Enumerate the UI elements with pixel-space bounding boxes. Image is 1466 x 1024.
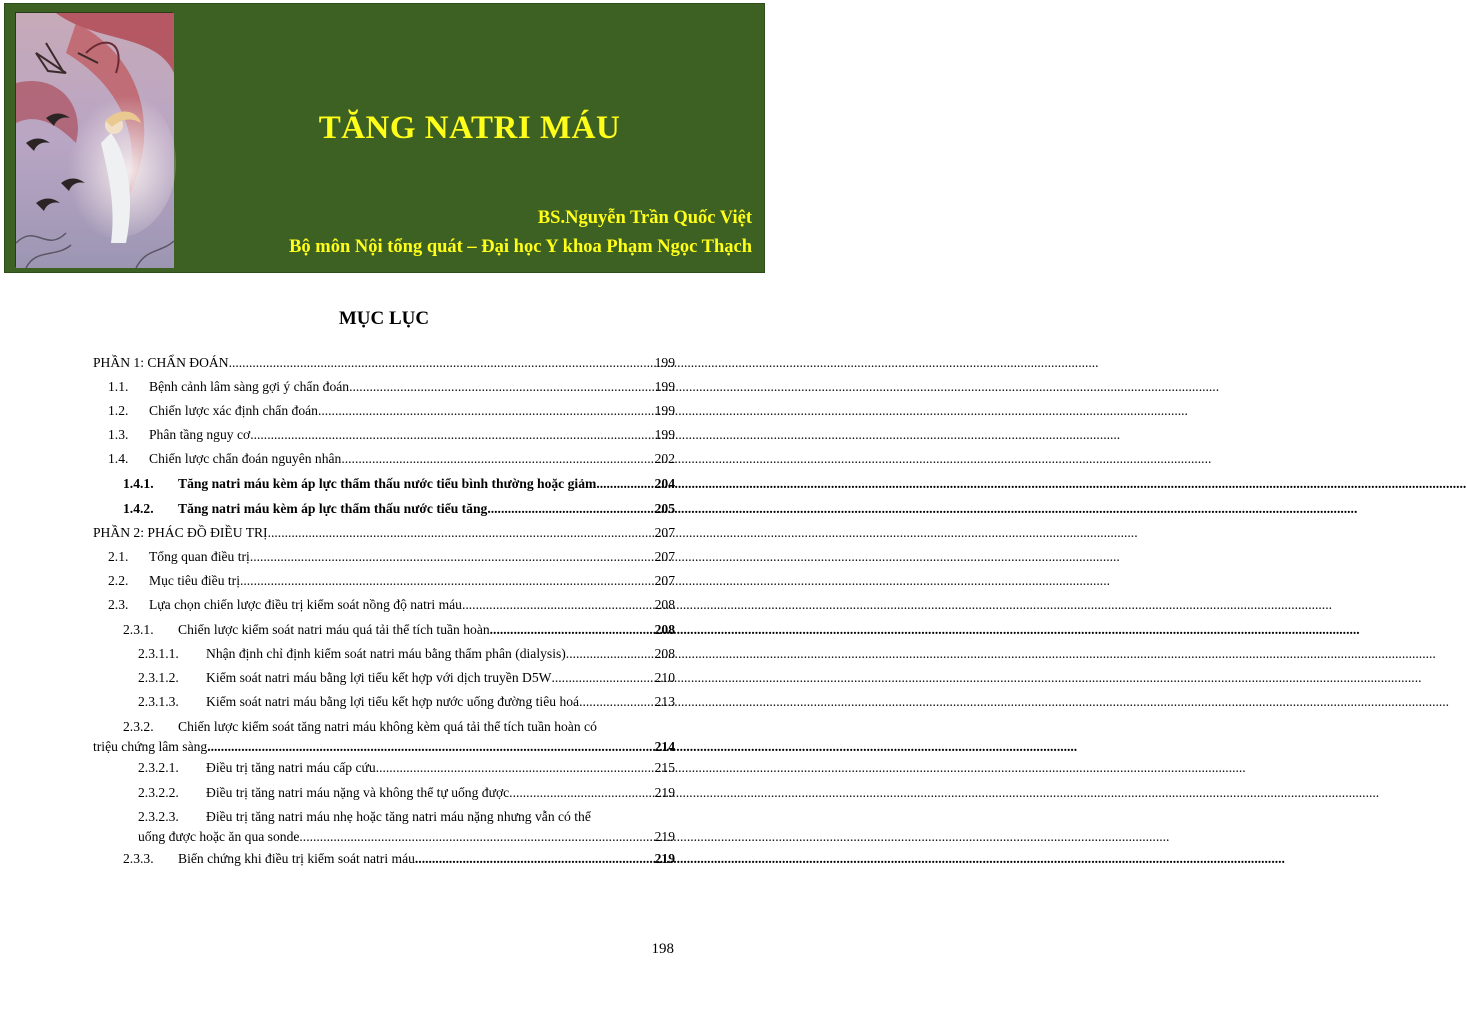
toc-entry-text: PHẦN 1: CHẨN ĐOÁN bbox=[93, 355, 229, 370]
author-name: BS.Nguyễn Trần Quốc Việt bbox=[537, 208, 752, 228]
toc-entry-page: 205 bbox=[654, 501, 675, 516]
toc-entry-page: 199 bbox=[654, 427, 675, 442]
toc-leader bbox=[487, 501, 653, 517]
toc-entry-page: 207 bbox=[654, 549, 675, 564]
toc-entry-page: 208 bbox=[654, 597, 675, 612]
toc-entry-number: 1.2. bbox=[108, 403, 129, 418]
toc-entry-2-3-2-1[interactable] bbox=[93, 760, 675, 780]
toc-leader bbox=[240, 573, 654, 589]
toc-entry-2-3[interactable] bbox=[93, 597, 675, 617]
toc-entry-number: 1.4.1. bbox=[123, 476, 154, 491]
toc-entry-number: 1.3. bbox=[108, 427, 129, 442]
toc-entry-number: 2.3.1. bbox=[123, 622, 154, 637]
toc-entry-text: Chiến lược chẩn đoán nguyên nhân bbox=[149, 451, 342, 466]
toc-entry-page: 207 bbox=[654, 573, 675, 588]
toc-entry-text: Nhận định chỉ định kiểm soát natri máu bằng thẩm phân (dialysis) bbox=[206, 646, 566, 661]
toc-entry-number: 2.3.1.3. bbox=[138, 694, 179, 709]
toc-leader bbox=[299, 829, 653, 845]
toc-entry-2-3-1-1[interactable] bbox=[93, 646, 675, 666]
toc-entry-page: 199 bbox=[654, 403, 675, 418]
toc-entry-text: Chiến lược kiểm soát tăng natri máu không kèm quá tải thể tích tuần hoàn có bbox=[178, 719, 597, 734]
toc-leader bbox=[349, 379, 654, 395]
toc-entry-page: 210 bbox=[654, 670, 675, 685]
toc-entry-page: 213 bbox=[654, 694, 675, 709]
toc-entry-page: 208 bbox=[654, 646, 675, 661]
toc-entry-text: Điều trị tăng natri máu nhẹ hoặc tăng natri máu nặng nhưng vẫn có thể bbox=[206, 809, 591, 824]
toc-entry-page: 219 bbox=[654, 829, 675, 844]
toc-leader bbox=[229, 355, 654, 371]
toc-entry-number: 2.3.1.1. bbox=[138, 646, 179, 661]
toc-entry-number: 2.3.2.1. bbox=[138, 760, 179, 775]
toc-entry-number: 2.2. bbox=[108, 573, 129, 588]
toc-entry-page: 208 bbox=[654, 622, 675, 637]
toc-entry-part-1[interactable] bbox=[93, 355, 675, 375]
toc-heading: MỤC LỤC bbox=[338, 308, 430, 329]
toc-entry-part-2[interactable] bbox=[93, 525, 675, 545]
toc-entry-number: 2.3.2. bbox=[123, 719, 154, 734]
toc-entry-text: Kiểm soát natri máu bằng lợi tiểu kết hợp nước uống đường tiêu hoá bbox=[206, 694, 580, 709]
toc-leader bbox=[462, 597, 654, 613]
toc-entry-text: Điều trị tăng natri máu nặng và không thể tự uống được bbox=[206, 785, 510, 800]
toc-entry-text: Chiến lược kiểm soát natri máu quá tải thể tích tuần hoàn bbox=[178, 622, 490, 637]
toc-entry-2-1[interactable] bbox=[93, 549, 675, 569]
toc-leader bbox=[268, 525, 654, 541]
toc-entry-text: Điều trị tăng natri máu cấp cứu bbox=[206, 760, 376, 775]
toc-leader bbox=[376, 760, 654, 776]
document-title: TĂNG NATRI MÁU bbox=[318, 110, 621, 146]
toc-leader bbox=[579, 694, 654, 710]
toc-entry-2-2[interactable] bbox=[93, 573, 675, 593]
toc-entry-text: Bệnh cảnh lâm sàng gợi ý chẩn đoán bbox=[149, 379, 350, 394]
toc-entry-2-3-1-3[interactable] bbox=[93, 694, 675, 714]
toc-entry-1-3[interactable] bbox=[93, 427, 675, 447]
toc-entry-1-4-2[interactable] bbox=[93, 501, 675, 521]
toc-entry-2-3-2-3[interactable] bbox=[93, 809, 675, 849]
header-banner bbox=[4, 3, 765, 273]
toc-entry-text-continued: triệu chứng lâm sàng bbox=[93, 739, 208, 754]
toc-entry-1-1[interactable] bbox=[93, 379, 675, 399]
toc-entry-page: 219 bbox=[654, 851, 675, 866]
toc-entry-number: 2.3.2.2. bbox=[138, 785, 179, 800]
toc-entry-page: 202 bbox=[654, 451, 675, 466]
toc-entry-text-continued: uống được hoặc ăn qua sonde bbox=[138, 829, 300, 844]
toc-entry-text: Tăng natri máu kèm áp lực thẩm thấu nước tiểu bình thường hoặc giảm bbox=[178, 476, 597, 491]
toc-entry-text: Lựa chọn chiến lược điều trị kiểm soát nồng độ natri máu bbox=[149, 597, 462, 612]
toc-entry-text: Chiến lược xác định chẩn đoán bbox=[149, 403, 318, 418]
toc-entry-number: 2.3. bbox=[108, 597, 129, 612]
toc-entry-text: Phân tầng nguy cơ bbox=[149, 427, 251, 442]
toc-entry-number: 1.1. bbox=[108, 379, 129, 394]
toc-leader bbox=[341, 451, 653, 467]
toc-entry-page: 207 bbox=[654, 525, 675, 540]
toc-leader bbox=[509, 785, 653, 801]
toc-entry-text: PHẦN 2: PHÁC ĐỒ ĐIỀU TRỊ bbox=[93, 525, 268, 540]
toc-entry-text: Biến chứng khi điều trị kiểm soát natri máu bbox=[178, 851, 415, 866]
toc-leader bbox=[596, 476, 653, 492]
toc-entry-number: 2.3.3. bbox=[123, 851, 154, 866]
toc-leader bbox=[566, 646, 654, 662]
toc-entry-1-4-1[interactable] bbox=[93, 476, 675, 496]
toc-entry-2-3-2[interactable] bbox=[93, 719, 675, 759]
toc-entry-page: 204 bbox=[654, 476, 675, 491]
toc-leader bbox=[250, 549, 654, 565]
toc-entry-1-2[interactable] bbox=[93, 403, 675, 423]
toc-leader bbox=[415, 851, 654, 867]
toc-entry-page: 219 bbox=[654, 785, 675, 800]
toc-entry-number: 2.1. bbox=[108, 549, 129, 564]
toc-leader bbox=[318, 403, 654, 419]
toc-leader bbox=[551, 670, 653, 686]
toc-entry-text: Tăng natri máu kèm áp lực thẩm thấu nước tiểu tăng bbox=[178, 501, 488, 516]
toc-entry-page: 214 bbox=[654, 739, 675, 754]
toc-entry-2-3-1-2[interactable] bbox=[93, 670, 675, 690]
toc-entry-1-4[interactable] bbox=[93, 451, 675, 471]
toc-entry-number: 2.3.1.2. bbox=[138, 670, 179, 685]
toc-entry-2-3-3[interactable] bbox=[93, 851, 675, 871]
author-affiliation: Bộ môn Nội tổng quát – Đại học Y khoa Phạm Ngọc Thạch bbox=[289, 237, 752, 257]
toc-entry-number: 2.3.2.3. bbox=[138, 809, 179, 824]
toc-entry-2-3-1[interactable] bbox=[93, 622, 675, 642]
toc-entry-page: 215 bbox=[654, 760, 675, 775]
toc-entry-page: 199 bbox=[654, 355, 675, 370]
toc-leader bbox=[207, 739, 653, 755]
toc-leader bbox=[490, 622, 654, 638]
toc-entry-number: 1.4. bbox=[108, 451, 129, 466]
toc-entry-text: Mục tiêu điều trị bbox=[149, 573, 240, 588]
toc-entry-text: Kiểm soát natri máu bằng lợi tiểu kết hợp với dịch truyền D5W bbox=[206, 670, 552, 685]
toc-entry-number: 1.4.2. bbox=[123, 501, 154, 516]
toc-entry-2-3-2-2[interactable] bbox=[93, 785, 675, 805]
toc-leader bbox=[250, 427, 653, 443]
toc-entry-page: 199 bbox=[654, 379, 675, 394]
page-number: 198 bbox=[651, 941, 674, 957]
toc-entry-text: Tổng quan điều trị bbox=[149, 549, 250, 564]
